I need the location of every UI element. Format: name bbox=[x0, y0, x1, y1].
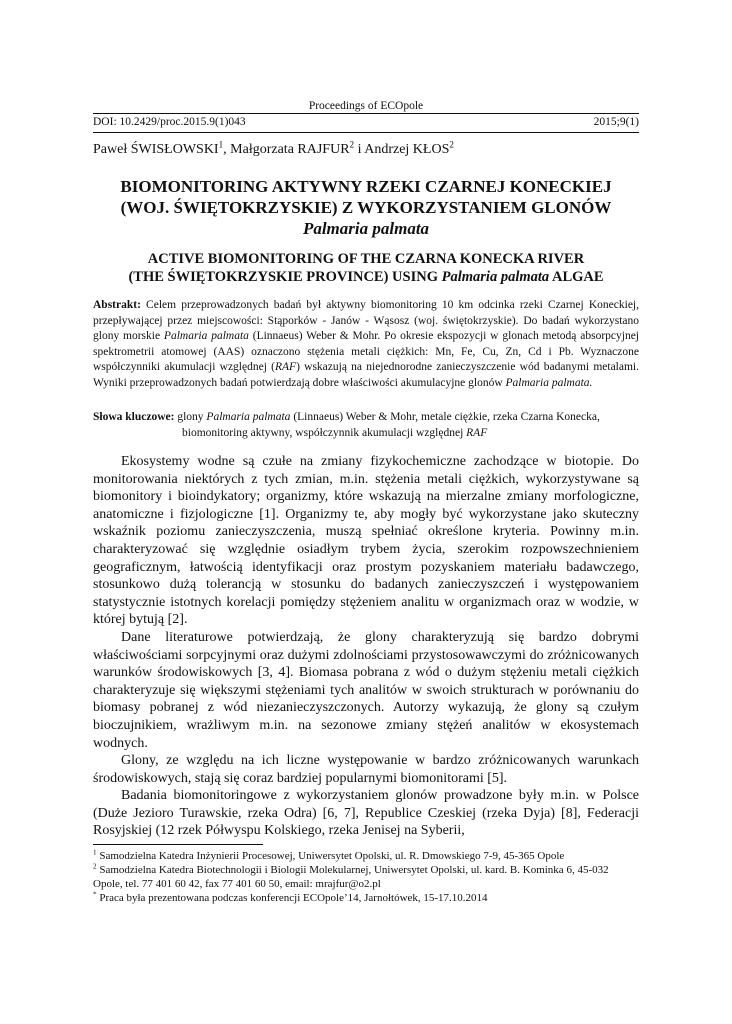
header-rule-bottom bbox=[93, 132, 639, 133]
author-separator: , bbox=[223, 142, 231, 157]
title-pl-line-2: (WOJ. ŚWIĘTOKRZYSKIE) Z WYKORZYSTANIEM GLONÓW bbox=[120, 198, 612, 217]
abstract-species: Palmaria palmata bbox=[163, 330, 249, 342]
abstract-text: (Linnaeus) Weber & Mohr. Po okresie ekspozycji w glonach metodą absorpcyjnej spektrometrii atomowej (AAS) oznaczono stężenia metali ciężkich: Mn, Fe, Cu, Zn, Cd i Pb. Wyznaczone współczynniki akumulacji względnej ( bbox=[93, 330, 640, 373]
abstract bbox=[93, 298, 639, 391]
paragraph-3: Glony, ze względu na ich liczne występowanie w bardzo zróżnicowanych warunkach środowiskowych, stają się coraz bardziej popularnymi biomonitorami [5]. bbox=[93, 753, 639, 786]
footnote-3-mark: * bbox=[93, 890, 97, 899]
author-3-affiliation: 2 bbox=[449, 139, 454, 150]
footnote-2 bbox=[93, 863, 639, 891]
volume: 2015;9(1) bbox=[593, 116, 639, 128]
abstract-text: ) wskazują na niejednorodne zanieczyszczenie wód badanymi metalami. Wyniki przeprowadzonych badań potwierdzają dobre właściwości akumulacyjne glonów bbox=[93, 361, 639, 389]
keywords bbox=[93, 410, 639, 441]
title-species: Palmaria palmata bbox=[302, 219, 430, 238]
keywords-raf: RAF bbox=[466, 426, 488, 439]
author-1: Paweł ŚWISŁOWSKI bbox=[93, 142, 219, 157]
paragraph-4: Badania biomonitoringowe z wykorzystaniem glonów prowadzone były m.in. w Polsce (Duże Jezioro Turawskie, rzeka Odra) [6, 7], Republice Czeskiej (rzeka Dyja) [8], Federacji Rosyjskiej (12 rzek Półwyspu Kolskiego, rzeka Jenisej na Syberii, bbox=[93, 788, 639, 839]
footnotes bbox=[93, 849, 639, 905]
footnote-1 bbox=[93, 849, 639, 863]
title-pl-line-1: BIOMONITORING AKTYWNY RZEKI CZARNEJ KONECKIEJ bbox=[120, 177, 612, 196]
title-en-line-2 bbox=[93, 268, 639, 286]
doi: DOI: 10.2429/proc.2015.9(1)043 bbox=[93, 116, 246, 128]
title-en-text: ALGAE bbox=[549, 269, 604, 285]
footnote-1-text: Samodzielna Katedra Inżynierii Procesowej, Uniwersytet Opolski, ul. R. Dmowskiego 7-9, 45-365 Opole bbox=[96, 850, 565, 862]
keywords-species: Palmaria palmata bbox=[206, 411, 291, 423]
keywords-text: glony bbox=[174, 411, 207, 423]
paragraph-2: Dane literaturowe potwierdzają, że glony charakteryzują się bardzo dobrymi właściwościami sorpcyjnymi oraz dużymi zdolnościami przystosowawczymi do zróżnicowanych warunków środowiskowych [3, 4]. Biomasa pobrana z wód o dużym stężeniu metali ciężkich charakteryzuje się większymi stężeniami tych analitów w swoich strukturach w porównaniu do biomasy pobranej z wód niezanieczyszczonych. Autorzy wykazują, że glony są czułym bioczujnikiem, wrażliwym m.in. na sezonowe zmiany stężeń analitów w ekosystemach wodnych. bbox=[93, 629, 639, 751]
abstract-text: Celem przeprowadzonych badań był aktywny biomonitoring 10 km odcinka rzeki Czarnej Koneckiej, przepływającej przez miejscowości: Stąporków - Janów - Wąsosz (woj. świętokrzyskie). Do badań wykorzystano glony morskie bbox=[93, 299, 639, 342]
author-2-affiliation: 2 bbox=[349, 139, 355, 150]
author-list bbox=[93, 139, 454, 158]
title-en-text: (THE ŚWIĘTOKRZYSKIE PROVINCE) USING bbox=[128, 269, 442, 285]
footnote-2-text: Samodzielna Katedra Biotechnologii i Biologii Molekularnej, Uniwersytet Opolski, ul. kard. B. Kominka 6, 45-032 Opole, tel. 77 401 60 42, fax 77 401 60 50, email: mrajfur@o2.pl bbox=[93, 864, 609, 890]
author-2: Małgorzata RAJFUR bbox=[230, 142, 350, 157]
keywords-continuation bbox=[93, 426, 639, 442]
abstract-species: Palmaria palmata. bbox=[505, 376, 593, 389]
paragraph-1: Ekosystemy wodne są czułe na zmiany fizykochemiczne zachodzące w biotopie. Do monitorowania niektórych z tych zmian, m.in. stężenia metali ciężkich, wykorzystywane są biomonitory i bioindykatory; organizmy, które wskazują na mierzalne zmiany morfologiczne, anatomiczne i fizjologiczne [1]. Organizmy te, aby mogły być wykorzystane jako skuteczny wskaźnik poziomu zanieczyszczenia, muszą spełniać określone kryteria. Powinny m.in. charakteryzować się względnie osiadłym trybem życia, szerokim rozpowszechnieniem geograficznym, łatwością identyfikacji oraz prostym pozyskaniem materiału badawczego, stosunkowo dużą tolerancją w stosunku do badanych zanieczyszczeń i występowaniem statystycznie istotnych korelacji pomiędzy stężeniem analitu w organizmach oraz w wodzie, w której bytują [2]. bbox=[93, 454, 639, 628]
running-title: Proceedings of ECOpole bbox=[308, 100, 424, 112]
keywords-label: Słowa kluczowe: bbox=[93, 411, 175, 423]
title-en-line-1: ACTIVE BIOMONITORING OF THE CZARNA KONECKA RIVER bbox=[147, 251, 585, 267]
author-1-affiliation: 1 bbox=[218, 139, 224, 150]
keywords-text: (Linnaeus) Weber & Mohr, metale ciężkie, rzeka Czarna Konecka, bbox=[290, 411, 600, 423]
title-pl-line-3 bbox=[93, 218, 639, 239]
body-text bbox=[93, 453, 639, 840]
author-separator: i bbox=[354, 142, 365, 157]
footnote-rule bbox=[93, 844, 263, 845]
header-rule-top bbox=[93, 113, 639, 114]
keywords-text: biomonitoring aktywny, współczynnik akumulacji względnej bbox=[182, 426, 467, 439]
footnote-3-text: Praca była prezentowana podczas konferencji ECOpole’14, Jarnołtówek, 15-17.10.2014 bbox=[96, 892, 488, 904]
footnote-1-mark: 1 bbox=[93, 848, 97, 857]
abstract-label: Abstrakt: bbox=[93, 299, 141, 311]
footnote-2-mark: 2 bbox=[93, 862, 97, 871]
title-polish bbox=[93, 176, 639, 239]
footnote-3 bbox=[93, 891, 639, 905]
author-3: Andrzej KŁOS bbox=[364, 142, 450, 157]
abstract-raf: RAF bbox=[274, 361, 297, 373]
title-english bbox=[93, 250, 639, 286]
title-en-species: Palmaria palmata bbox=[441, 269, 550, 285]
